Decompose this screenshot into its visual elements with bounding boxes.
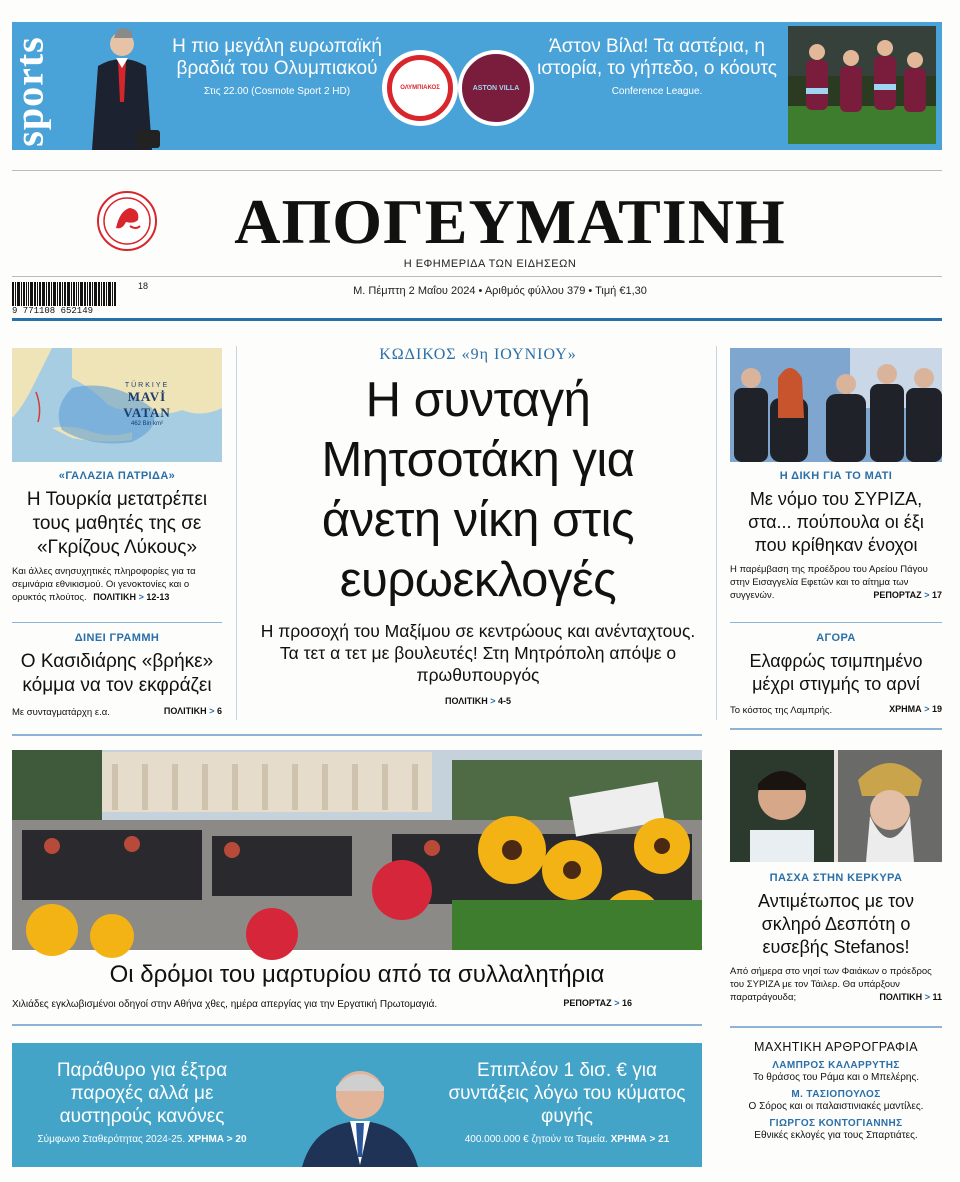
opinion-item[interactable] [730,1060,942,1084]
pensions-story [442,1059,692,1145]
turkey-story-kicker: «ΓΑΛΑΖΙΑ ΠΑΤΡΙΔΑ» [58,470,176,482]
kasidiaris-story-body: Με συνταγματάρχη ε.α. [12,707,110,718]
economy-banner[interactable] [12,1043,702,1167]
opinion-item[interactable] [730,1089,942,1113]
kasselakis-archbishop-photo [730,750,942,862]
opinion-item[interactable] [730,1118,942,1142]
left-divider [12,622,222,623]
mati-story-headline: Με νόμο του ΣΥΡΙΖΑ, στα... πούπουλα οι έξι που κρίθηκαν ένοχοι [748,489,924,555]
fiscal-story [22,1059,262,1145]
photo-story-ref: ΡΕΠΟΡΤΑΖ > 16 [563,998,632,1008]
sports-section-label: sports [6,36,52,147]
lamb-story-body: Το κόστος της Λαμπρής. [730,705,833,716]
sports-banner[interactable] [6,22,942,150]
turkey-story-body: Και άλλες ανησυχητικές πληροφορίες για τα σεμινάρια εθνικισμού. Οι γενοκτονίες και ο ορυκτός πλούτος. ΠΟΛΙΤΙΚΗ > 12-13 [12,566,196,603]
corfu-story-kicker: ΠΑΣΧΑ ΣΤΗΝ ΚΕΡΚΥΡΑ [769,872,903,884]
lead-story-ref: ΠΟΛΙΤΙΚΗ > 4-5 [444,696,512,706]
olympiacos-headline: Η πιο μεγάλη ευρωπαϊκή βραδιά του Ολυμπιακού [172,36,382,79]
pensions-story-headline: Επιπλέον 1 δισ. € για συντάξεις λόγω του κύματος φυγής [448,1060,686,1127]
opinion-author: ΓΙΩΡΓΟΣ ΚΟΝΤΟΓΙΑΝΝΗΣ [769,1118,903,1129]
opinion-text: Το θράσος του Ράμα και ο Μπελέρης. [752,1072,920,1083]
opinion-author: ΛΑΜΠΡΟΣ ΚΑΛΑΡΡΥΤΗΣ [772,1060,900,1071]
lead-story[interactable] [246,346,710,706]
masthead-top-rule [12,170,942,171]
mavi-vatan-map [12,348,222,462]
kasidiaris-story-ref: ΠΟΛΙΤΙΚΗ > 6 [163,706,222,716]
newspaper-title: ΑΠΟΓΕΥΜΑΤΙΝΗ [234,186,786,257]
map-country-label: TÜRKIYE [124,382,170,389]
right-column-separator-top [716,346,717,720]
kasidiaris-story[interactable] [12,632,222,719]
opinion-box [730,1040,942,1142]
aston-villa-headline: Άστον Βίλα! Τα αστέρια, η ιστορία, το γήπεδο, ο κόουτς [537,36,777,79]
masthead-info-rule [12,276,942,277]
corfu-story-headline: Αντιμέτωπος με τον σκληρό Δεσπότη ο ευσεβής Stefanos! [758,891,914,957]
lead-story-headline: Η συνταγή Μητσοτάκη για άνετη νίκη στις ευρωεκλογές [321,373,635,607]
aston-villa-subline: Conference League. [611,86,703,97]
kasidiaris-story-kicker: ΔΙΝΕΙ ΓΡΑΜΜΗ [74,632,160,644]
mati-story-kicker: Η ΔΙΚΗ ΓΙΑ ΤΟ ΜΑΤΙ [779,470,893,482]
right-divider-3 [730,1026,942,1028]
fiscal-story-headline: Παράθυρο για έξτρα παροχές αλλά με αυστηρούς κανόνες [56,1060,228,1127]
lamb-story[interactable] [730,632,942,717]
aston-villa-players-photo [788,26,936,144]
barcode-number: 9 771108 652149 [12,306,94,316]
lead-story-deck: Η προσοχή του Μαξίμου σε κεντρώους και ανένταχτους. Τα τετ α τετ με βουλευτές! Στη Μητρόπολη απόψε ο πρωθυπουργός [260,621,696,685]
turkey-story-ref: ΠΟΛΙΤΙΚΗ > 12-13 [93,592,170,602]
right-divider-2 [730,728,942,730]
barcode-addon: 18 [138,281,149,291]
fiscal-story-sub: Σύμφωνο Σταθερότητας 2024-25. ΧΡΗΜΑ > 20 [37,1134,247,1145]
pensions-story-sub: 400.000.000 € ζητούν τα Ταμεία. ΧΡΗΜΑ > 21 [464,1134,670,1145]
kasidiaris-story-headline: Ο Κασιδιάρης «βρήκε» κόμμα να τον εκφράζει [20,651,214,696]
opinion-author: Μ. ΤΑΣΙΟΠΟΥΛΟΣ [791,1089,881,1100]
newspaper-logo-icon [96,190,158,252]
right-divider-1 [730,622,942,623]
photo-story-caption: Χιλιάδες εγκλωβισμένοι οδηγοί στην Αθήνα χθες, ημέρα απεργίας για την Εργατική Πρωτομαγιά. [12,999,438,1010]
photo-story-caption-row [12,998,702,1011]
photo-story-top-rule [12,734,702,736]
turkey-story[interactable] [12,470,222,604]
aston-villa-crest-icon: ASTON VILLA [458,50,534,126]
lamb-story-headline: Ελαφρώς τσιμπημένο μέχρι στιγμής το αρνί [749,651,923,694]
newspaper-tagline: Η ΕΦΗΜΕΡΙΔΑ ΤΩΝ ΕΙΔΗΣΕΩΝ [403,258,577,270]
barcode-icon [12,282,138,306]
minister-photo [294,1057,424,1167]
mati-story-ref: ΡΕΠΟΡΤΑΖ > 17 [873,590,942,600]
lead-story-kicker: ΚΩΔΙΚΟΣ «9η ΙΟΥΝΙΟΥ» [379,346,577,363]
corfu-story-ref: ΠΟΛΙΤΙΚΗ > 11 [879,992,942,1002]
lamb-story-kicker: ΑΓΟΡΑ [816,632,856,644]
turkey-story-headline: Η Τουρκία μετατρέπει τους μαθητές της σε «Γκρίζους Λύκους» [26,489,208,558]
coach-photo [76,22,166,150]
opinion-title: ΜΑΧΗΤΙΚΗ ΑΡΘΡΟΓΡΑΦΙΑ [754,1040,918,1054]
left-column-separator [236,346,237,720]
corfu-story-body: Από σήμερα στο νησί των Φαιάκων ο πρόεδρος του ΣΥΡΙΖΑ με τον Τάιλερ. Θα υπάρξουν παρατράγουδα; ΠΟΛΙΤΙΚΗ > 11 [730,966,942,1003]
opinion-text: Ο Σόρος και οι παλαιστινιακές μαντίλες. [748,1101,924,1112]
lamb-story-ref: ΧΡΗΜΑ > 19 [889,704,942,714]
map-area-label: 462 Bin km² [130,421,163,427]
aston-villa-headline-block [532,36,782,97]
mati-story-body: Η παρέμβαση της προέδρου του Αρείου Πάγου στην Εισαγγελία Εφετών και το αίτημα των συγγενών. ΡΕΠΟΡΤΑΖ > 17 [730,564,942,601]
mati-story[interactable] [730,470,942,602]
olympiacos-headline-block [162,36,392,97]
masthead-bottom-rule [12,318,942,321]
issue-info: Μ. Πέμπτη 2 Μαΐου 2024 • Αριθμός φύλλου 379 • Τιμή €1,30 [353,285,647,297]
olympiacos-subline: Στις 22.00 (Cosmote Sport 2 HD) [203,86,351,97]
corfu-story[interactable] [730,872,942,1004]
photo-story-bottom-rule [12,1024,702,1026]
photo-story-headline[interactable]: Οι δρόμοι του μαρτυρίου από τα συλλαλητήρια [109,961,605,988]
map-title-label: MAVİ VATAN [123,389,171,420]
opinion-text: Εθνικές εκλογές για τους Σπαρτιάτες. [754,1130,918,1141]
mati-trial-photo [730,348,942,462]
olympiacos-crest-icon: ΟΛΥΜΠΙΑΚΟΣ [382,50,458,126]
protest-photo [12,750,702,950]
